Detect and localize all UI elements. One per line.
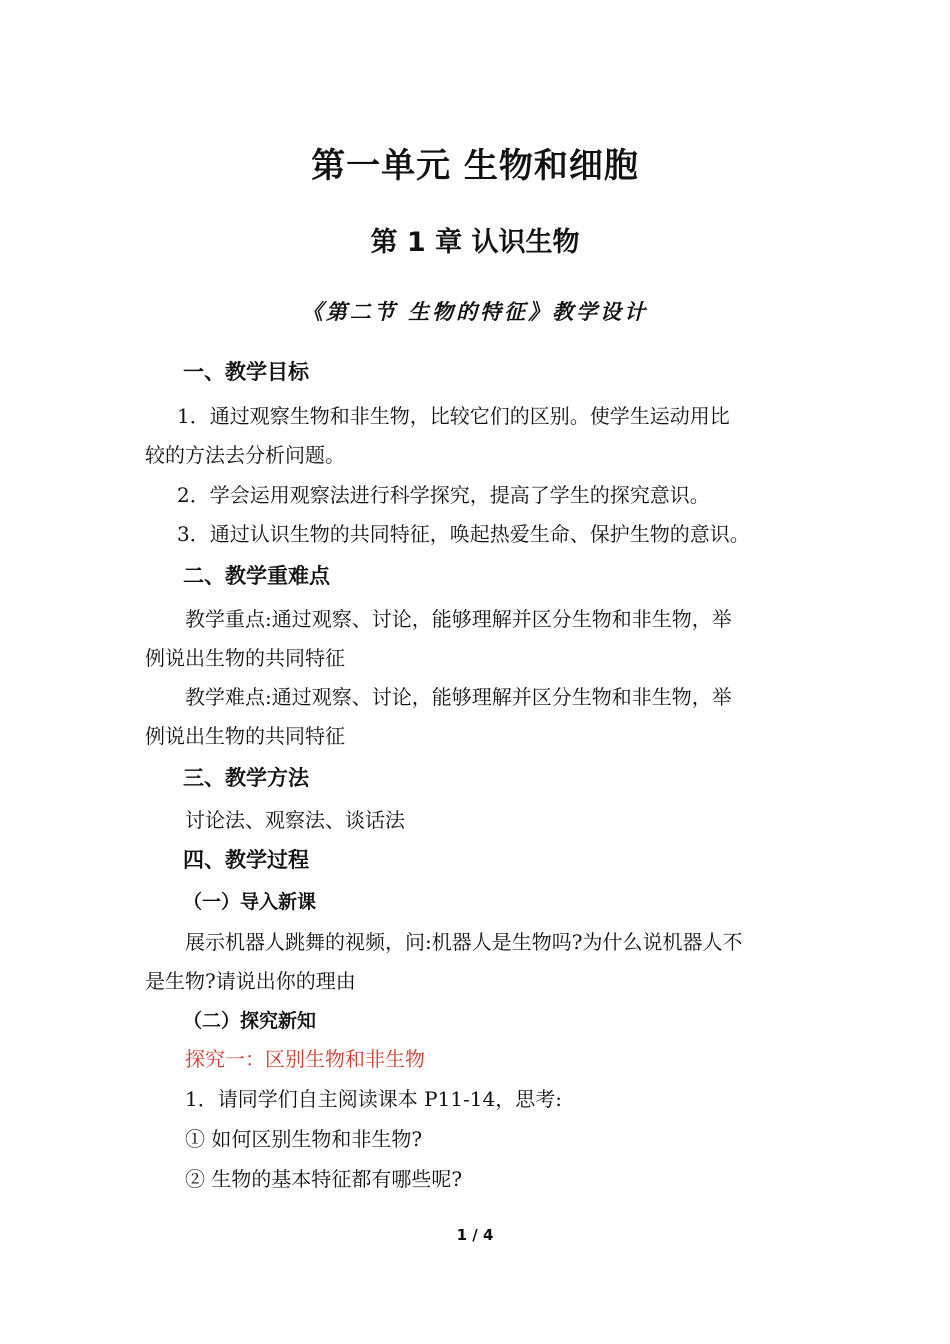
goals-heading: 一、教学目标 xyxy=(183,360,309,384)
intro-subheading: （一）导入新课 xyxy=(183,891,317,913)
goal-2: 2．学会运用观察法进行科学探究，提高了学生的探究意识。 xyxy=(177,483,710,507)
question-intro: 1．请同学们自主阅读课本 P11-14，思考: xyxy=(185,1087,562,1111)
difficulty-line-1: 教学难点:通过观察、讨论，能够理解并区分生物和非生物，举 xyxy=(185,685,732,709)
key-point-line-2: 例说出生物的共同特征 xyxy=(145,646,345,670)
process-heading: 四、教学过程 xyxy=(183,848,309,872)
key-difficulty-heading: 二、教学重难点 xyxy=(183,564,330,588)
page-number: 1 / 4 xyxy=(456,1226,494,1244)
method-heading: 三、教学方法 xyxy=(183,766,309,790)
question-1: ① 如何区别生物和非生物? xyxy=(185,1127,423,1151)
goal-3: 3．通过认识生物的共同特征，唤起热爱生命、保护生物的意识。 xyxy=(177,522,750,546)
lesson-title: 《第二节 生物的特征》教学设计 xyxy=(301,299,649,324)
intro-line-2: 是生物?请说出你的理由 xyxy=(145,969,356,993)
goal-1-line-2: 较的方法去分析问题。 xyxy=(145,443,345,467)
explore-subheading: （二）探究新知 xyxy=(183,1010,317,1032)
goal-1-line-1: 1．通过观察生物和非生物，比较它们的区别。使学生运动用比 xyxy=(177,404,730,428)
explore-one-heading: 探究一：区别生物和非生物 xyxy=(185,1047,425,1071)
method-text: 讨论法、观察法、谈话法 xyxy=(185,808,405,832)
question-2: ② 生物的基本特征都有哪些呢? xyxy=(185,1167,463,1191)
key-point-line-1: 教学重点:通过观察、讨论，能够理解并区分生物和非生物，举 xyxy=(185,607,732,631)
intro-line-1: 展示机器人跳舞的视频，问:机器人是生物吗?为什么说机器人不 xyxy=(185,930,743,954)
chapter-title: 第 1 章 认识生物 xyxy=(370,227,580,258)
unit-title: 第一单元 生物和细胞 xyxy=(311,146,639,186)
difficulty-line-2: 例说出生物的共同特征 xyxy=(145,724,345,748)
